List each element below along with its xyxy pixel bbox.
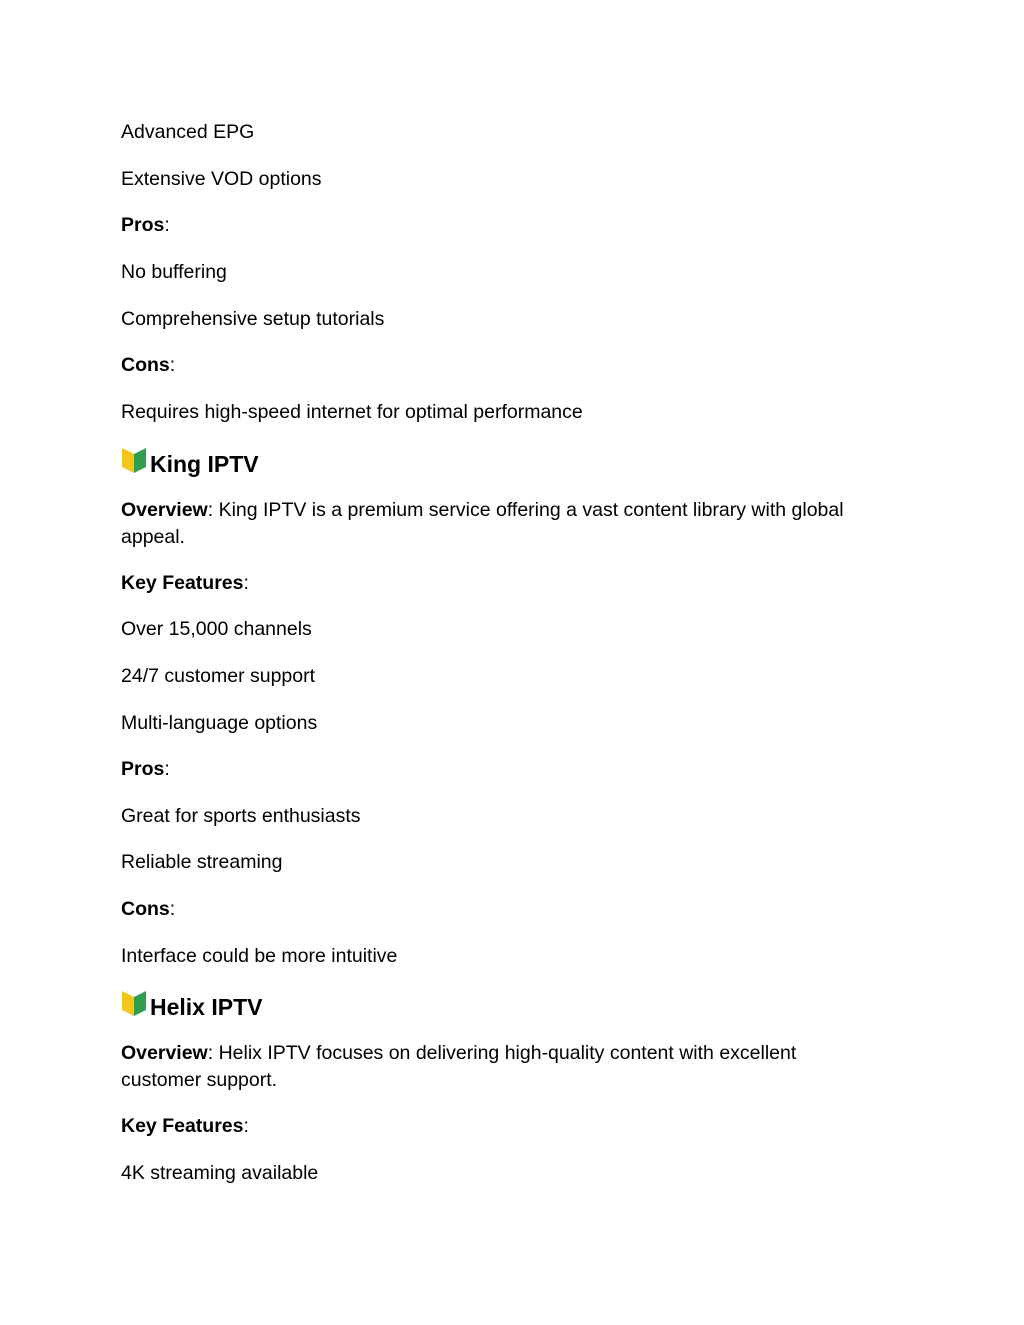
pros-colon: : (164, 214, 170, 236)
key-features-label: Key Features (121, 572, 244, 594)
overview-paragraph (121, 497, 881, 551)
pros-item: No buffering (121, 261, 227, 283)
overview-text: : King IPTV is a premium service offering a vast content library with global appeal. (121, 499, 844, 548)
cons-item: Interface could be more intuitive (121, 945, 398, 967)
overview-text: : Helix IPTV focuses on delivering high-quality content with excellent customer support. (121, 1042, 797, 1091)
pros-label: Pros (121, 214, 165, 236)
key-features-label-line (121, 1113, 881, 1140)
pros-colon: : (164, 758, 170, 780)
key-features-colon: : (243, 572, 249, 594)
cons-label-line (121, 896, 881, 923)
pros-label-line (121, 756, 881, 783)
section-heading-helix (121, 989, 262, 1024)
section-title: King IPTV (150, 450, 259, 477)
cons-label-line (121, 352, 881, 379)
pros-item: Great for sports enthusiasts (121, 805, 361, 827)
overview-label: Overview (121, 499, 208, 521)
pros-item: Comprehensive setup tutorials (121, 308, 385, 330)
pros-item: Reliable streaming (121, 851, 283, 873)
pros-label-line (121, 212, 881, 239)
beginner-badge-icon (121, 989, 150, 1024)
cons-colon: : (169, 354, 176, 376)
overview-paragraph (121, 1040, 881, 1094)
feature-item: Advanced EPG (121, 121, 255, 143)
section-title: Helix IPTV (150, 993, 263, 1020)
cons-label: Cons (121, 354, 170, 376)
feature-item: 24/7 customer support (121, 665, 316, 687)
cons-label: Cons (121, 898, 170, 920)
key-features-label-line (121, 570, 881, 597)
key-features-colon: : (243, 1115, 249, 1137)
section-heading-king (121, 446, 259, 481)
feature-item: 4K streaming available (121, 1162, 319, 1184)
beginner-badge-icon (121, 446, 150, 481)
cons-item: Requires high-speed internet for optimal performance (121, 401, 583, 423)
feature-item: Multi-language options (121, 712, 318, 734)
feature-item: Extensive VOD options (121, 168, 322, 190)
key-features-label: Key Features (121, 1115, 244, 1137)
overview-label: Overview (121, 1042, 208, 1064)
feature-item: Over 15,000 channels (121, 618, 312, 640)
pros-label: Pros (121, 758, 165, 780)
cons-colon: : (169, 898, 176, 920)
